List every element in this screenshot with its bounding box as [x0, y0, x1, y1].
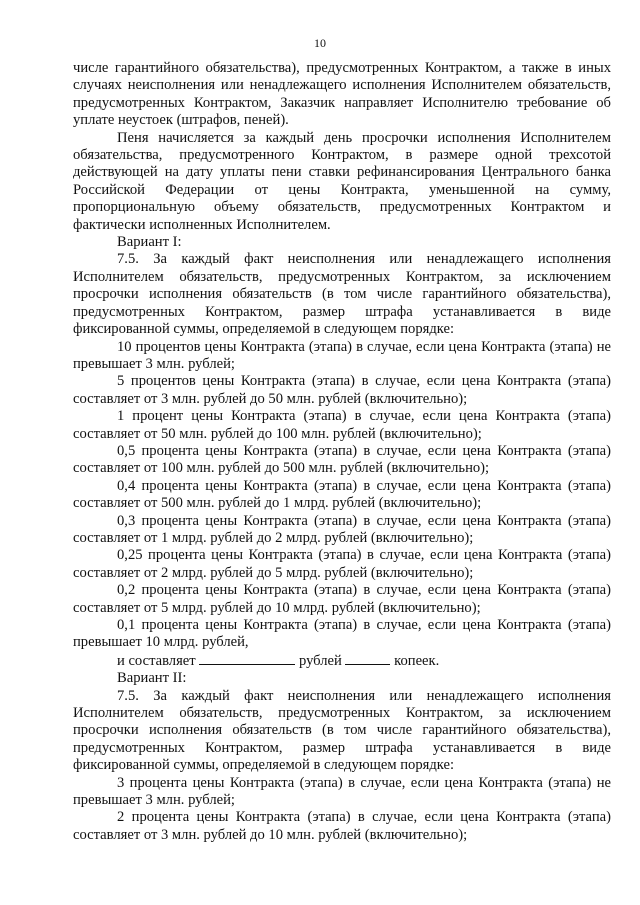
fine-tier-item: 5 процентов цены Контракта (этапа) в случае, если цена Контракта (этапа) составляет от 3 млн. рублей до 50 млн. рублей (включительно);	[73, 373, 611, 407]
fine-tier-item: 3 процента цены Контракта (этапа) в случае, если цена Контракта (этапа) не превышает 3 млн. рублей;	[73, 774, 611, 809]
rubles-blank-field[interactable]	[199, 652, 295, 665]
fine-tier-item: 0,5 процента цены Контракта (этапа) в случае, если цена Контракта (этапа) составляет от 100 млн. рублей до 500 млн. рублей (включительно);	[73, 442, 611, 477]
clause-7-5-variant-1: 7.5. За каждый факт неисполнения или ненадлежащего исполнения Исполнителем обязательств, предусмотренных Контрактом, за исключением просрочки исполнения обязательств (в том числе гарантийного обязательства), предусмотренных Контрактом, размер штрафа устанавливается в виде фиксированной суммы, определяемой в следующем порядке:	[73, 251, 611, 338]
fine-tier-item: 0,3 процента цены Контракта (этапа) в случае, если цена Контракта (этапа) составляет от 1 млрд. рублей до 2 млрд. рублей (включительно);	[73, 512, 611, 546]
clause-7-5-variant-2: 7.5. За каждый факт неисполнения или ненадлежащего исполнения Исполнителем обязательств, предусмотренных Контрактом, за исключением просрочки исполнения обязательств (в том числе гарантийного обязательства), предусмотренных Контрактом, размер штрафа устанавливается в виде фиксированной суммы, определяемой в следующем порядке:	[73, 687, 611, 774]
amount-line	[73, 652, 611, 670]
document-body	[73, 60, 611, 844]
page-number: 10	[314, 36, 326, 50]
kopecks-blank-field[interactable]	[345, 652, 390, 665]
paragraph-continuation: числе гарантийного обязательства), предусмотренных Контрактом, а также в иных случаях неисполнения или ненадлежащего исполнения Исполнителем обязательств, предусмотренных Контрактом, Заказчик направляет Исполнителю требование об уплате неустоек (штрафов, пеней).	[73, 60, 611, 129]
fine-tier-item: 1 процент цены Контракта (этапа) в случае, если цена Контракта (этапа) составляет от 50 млн. рублей до 100 млн. рублей (включительно);	[73, 408, 611, 442]
fine-tier-item: 0,1 процента цены Контракта (этапа) в случае, если цена Контракта (этапа) превышает 10 млрд. рублей,	[73, 617, 611, 651]
kopecks-label: копеек.	[394, 652, 440, 669]
fine-tier-item: 2 процента цены Контракта (этапа) в случае, если цена Контракта (этапа) составляет от 3 млн. рублей до 10 млн. рублей (включительно);	[73, 809, 611, 843]
paragraph-penalty: Пеня начисляется за каждый день просрочки исполнения Исполнителем обязательства, предусмотренного Контрактом, в размере одной трехсотой действующей на дату уплаты пени ставки рефинансирования Центрального банка Российской Федерации от цены Контракта, уменьшенной на сумму, пропорциональную объему обязательств, предусмотренных Контрактом и фактически исполненных Исполнителем.	[73, 129, 611, 233]
fine-tier-item: 0,25 процента цены Контракта (этапа) в случае, если цена Контракта (этапа) составляет от 2 млрд. рублей до 5 млрд. рублей (включительно);	[73, 547, 611, 581]
rubles-label: рублей	[298, 652, 342, 669]
fine-tier-item: 0,2 процента цены Контракта (этапа) в случае, если цена Контракта (этапа) составляет от 5 млрд. рублей до 10 млрд. рублей (включительно);	[73, 582, 611, 616]
amount-prefix: и составляет	[117, 652, 196, 669]
variant-2-heading: Вариант II:	[117, 670, 187, 687]
variant-1-heading: Вариант I:	[117, 234, 182, 251]
fine-tier-item: 10 процентов цены Контракта (этапа) в случае, если цена Контракта (этапа) не превышает 3 млн. рублей;	[73, 338, 611, 372]
fine-tier-item: 0,4 процента цены Контракта (этапа) в случае, если цена Контракта (этапа) составляет от 500 млн. рублей до 1 млрд. рублей (включительно);	[73, 477, 611, 512]
